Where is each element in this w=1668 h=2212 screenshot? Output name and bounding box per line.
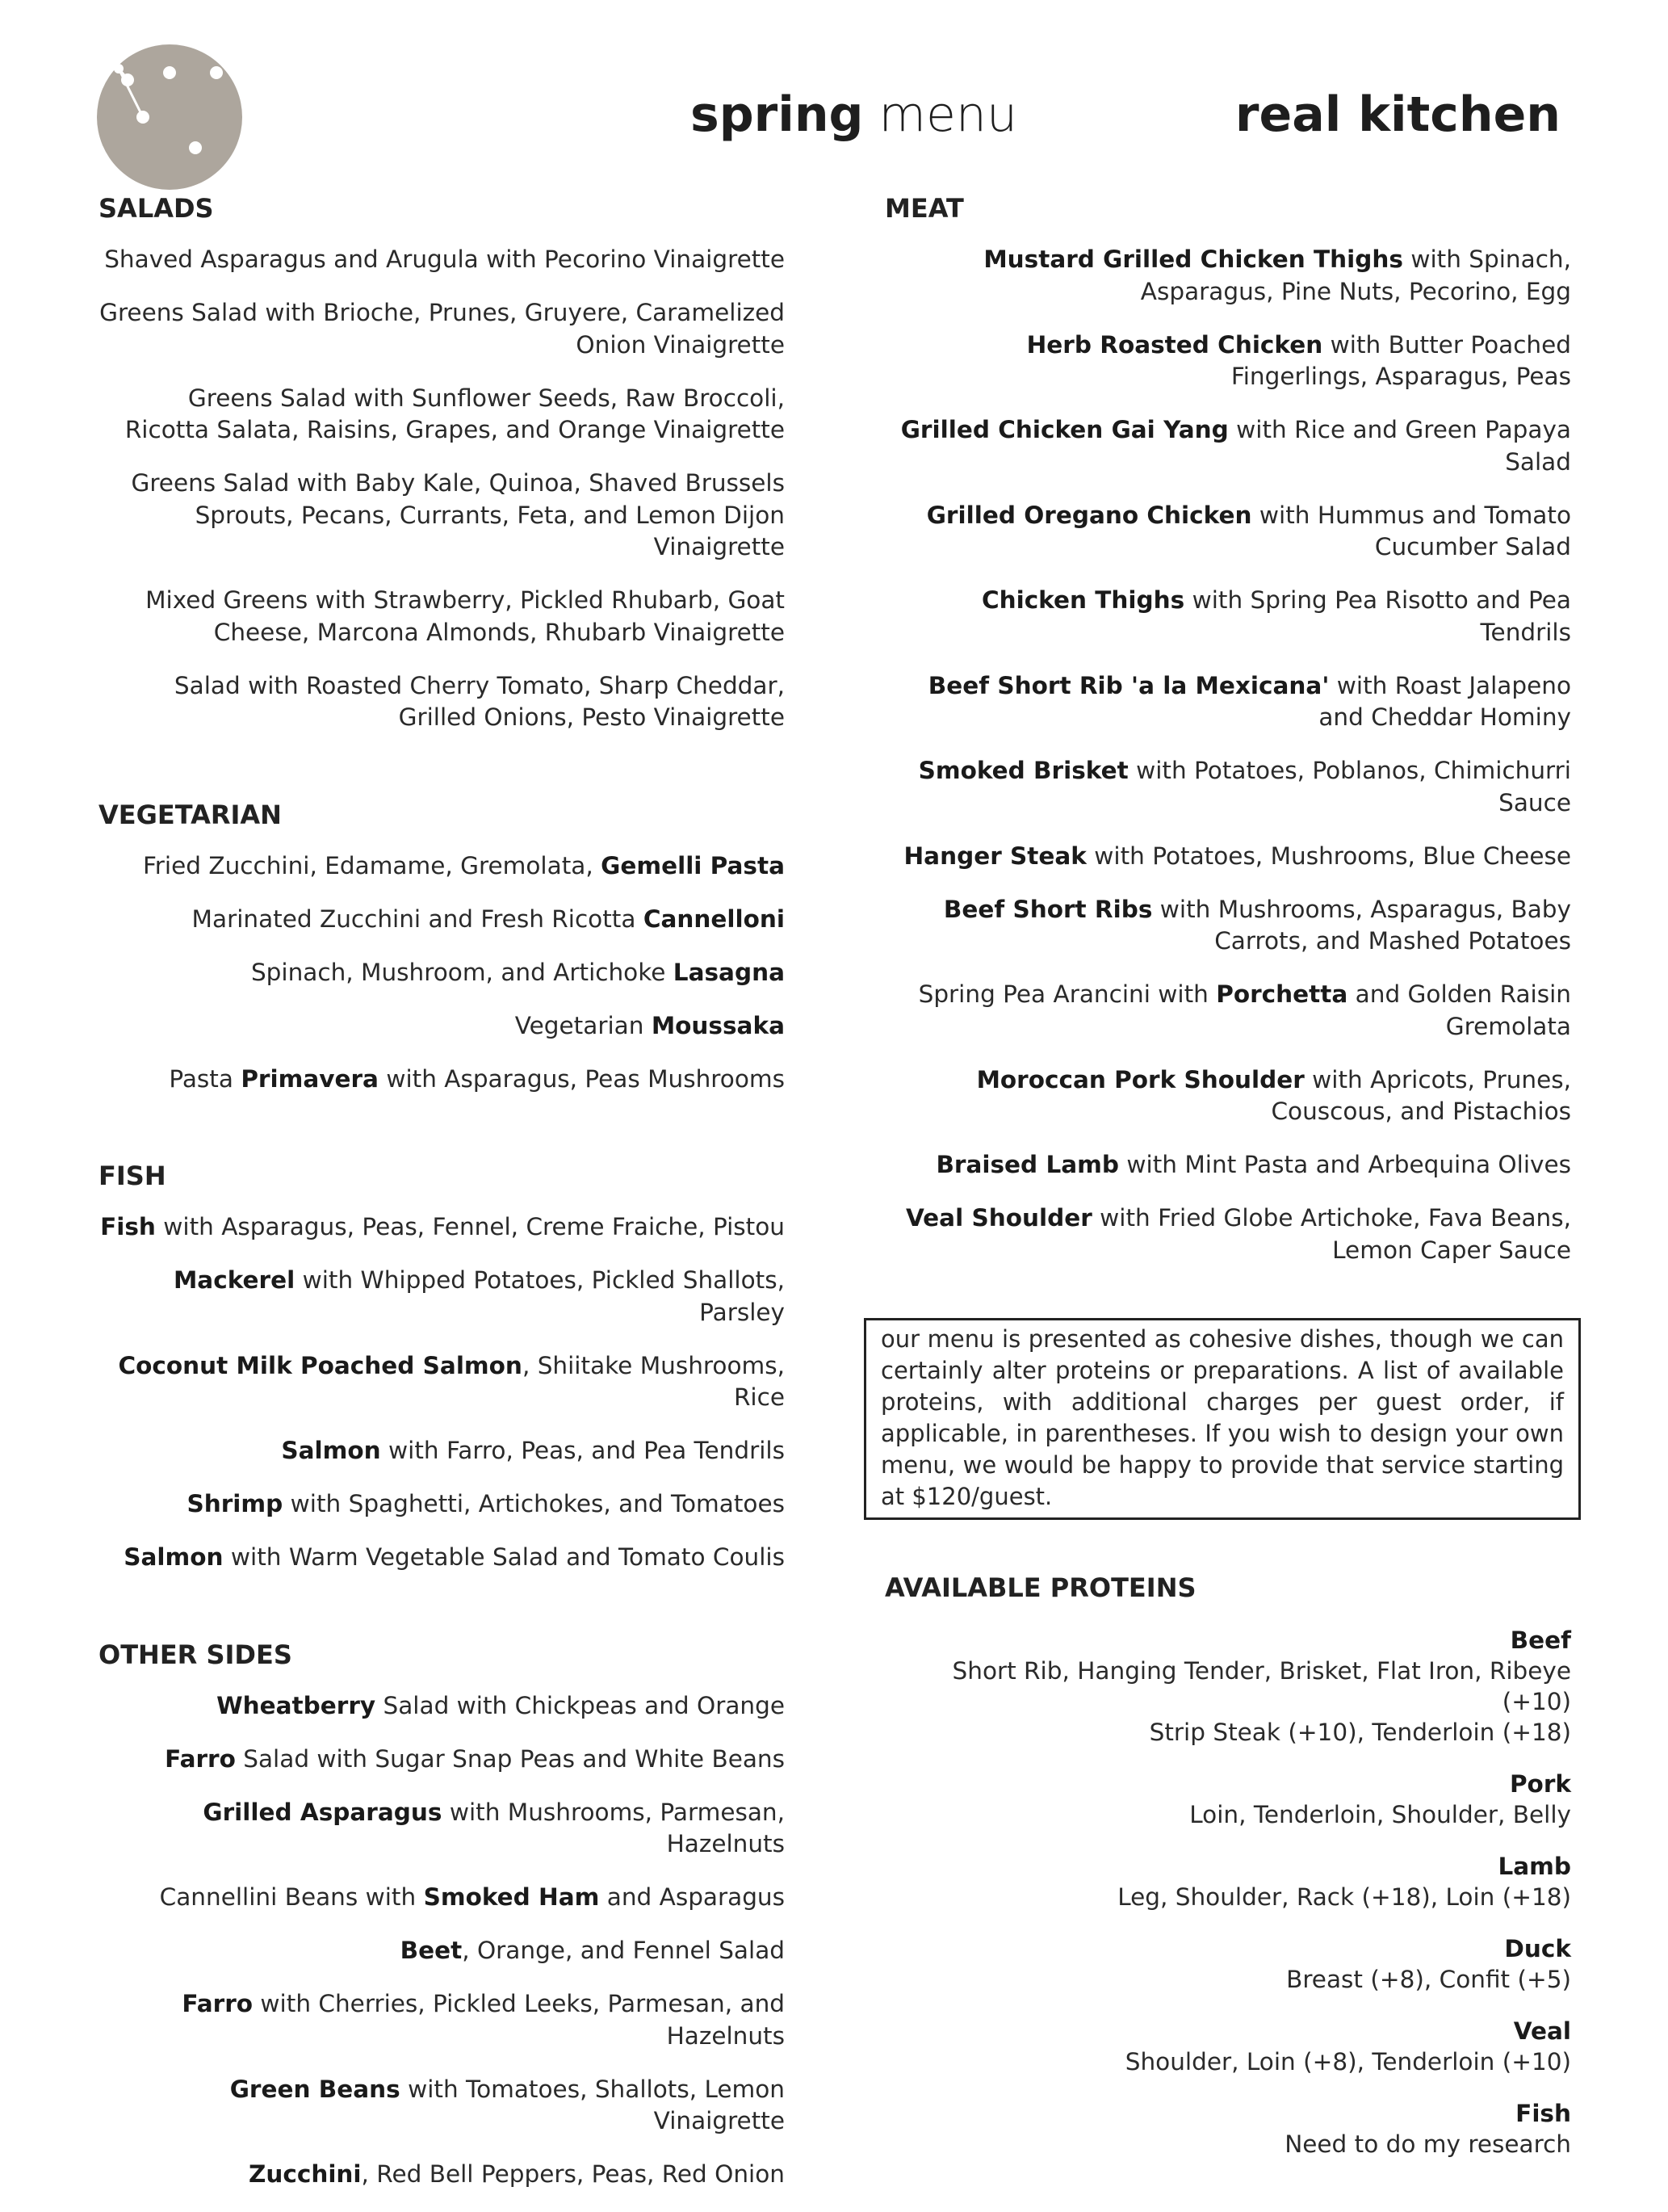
item-dish: Grilled Asparagus	[203, 1798, 442, 1826]
item-text: with Farro, Peas, and Pea Tendrils	[380, 1437, 785, 1464]
title-rest: menu	[863, 86, 1017, 143]
item-dish: Gemelli Pasta	[601, 851, 785, 879]
menu-item	[98, 904, 785, 936]
protein-group	[885, 1625, 1571, 1748]
item-text: Cannellini Beans with	[159, 1883, 424, 1911]
item-dish: Mustard Grilled Chicken Thighs	[983, 246, 1403, 273]
menu-item: Greens Salad with Baby Kale, Quinoa, Shaved Brussels Sprouts, Pecans, Currants, Feta, and Lemon Dijon Vinaigrette	[131, 469, 785, 560]
item-text: with Apricots, Prunes, Couscous, and Pistachios	[1271, 1065, 1571, 1125]
item-text: with Mushrooms, Asparagus, Baby Carrots, and Mashed Potatoes	[1152, 895, 1571, 955]
item-dish: Primavera	[241, 1064, 379, 1093]
kitchen-name: real kitchen	[1234, 86, 1561, 143]
item-text: with Cherries, Pickled Leeks, Parmesan, and Hazelnuts	[253, 1990, 785, 2050]
protein-cuts: Leg, Shoulder, Rack (+18), Loin (+18)	[1117, 1883, 1571, 1911]
item-dish: Cannelloni	[643, 905, 785, 933]
item-dish: Braised Lamb	[936, 1151, 1120, 1178]
item-text: with Butter Poached Fingerlings, Asparagus, Peas	[1230, 330, 1571, 390]
menu-item	[885, 1064, 1571, 1128]
item-text: with Mint Pasta and Arbequina Olives	[1119, 1151, 1571, 1178]
item-dish: Salmon	[281, 1437, 381, 1464]
page-title	[690, 86, 1017, 143]
section-title-other-sides: OTHER SIDES	[98, 1639, 292, 1670]
item-dish: Green Beans	[229, 2075, 400, 2103]
menu-item	[885, 500, 1571, 564]
protein-group	[885, 1769, 1571, 1830]
menu-item	[885, 414, 1571, 478]
item-text: Vegetarian	[514, 1011, 652, 1039]
item-text: Salad with Sugar Snap Peas and White Beans	[235, 1744, 785, 1773]
logo-star	[114, 64, 124, 73]
item-text: with Spring Pea Risotto and Pea Tendrils	[1184, 586, 1571, 646]
item-text: with Spinach, Asparagus, Pine Nuts, Pecorino, Egg	[1140, 246, 1571, 305]
menu-item	[885, 585, 1571, 648]
protein-group	[885, 2016, 1571, 2077]
section-title-meat: MEAT	[885, 193, 964, 224]
item-dish: Smoked Ham	[423, 1883, 600, 1911]
item-text: , Shiitake Mushrooms, Rice	[522, 1351, 785, 1411]
item-text: and Golden Raisin Gremolata	[1347, 980, 1571, 1040]
logo-star	[210, 66, 223, 79]
item-text: , Red Bell Peppers, Peas, Red Onion	[361, 2160, 785, 2188]
other-sides-list	[98, 1690, 785, 2191]
item-dish: Farro	[182, 1990, 254, 2017]
item-dish: Coconut Milk Poached Salmon	[118, 1351, 522, 1379]
item-text: with Fried Globe Artichoke, Fava Beans, Lemon Caper Sauce	[1092, 1204, 1571, 1264]
protein-cuts: Short Rib, Hanging Tender, Brisket, Flat Iron, Ribeye (+10)	[952, 1657, 1571, 1715]
item-text: with Tomatoes, Shallots, Lemon Vinaigrette	[400, 2075, 785, 2134]
item-text: with Asparagus, Peas, Fennel, Creme Fraiche, Pistou	[155, 1213, 785, 1240]
item-dish: Lasagna	[673, 958, 785, 986]
logo-star	[121, 73, 134, 86]
section-title-proteins: AVAILABLE PROTEINS	[885, 1572, 1197, 1603]
protein-name: Veal	[1513, 2017, 1571, 2045]
meat-section	[885, 192, 1571, 1266]
item-text: Spring Pea Arancini with	[918, 980, 1217, 1008]
item-dish: Veal Shoulder	[905, 1204, 1092, 1232]
item-text: Spinach, Mushroom, and Artichoke	[250, 958, 673, 986]
fish-section	[98, 1160, 785, 1574]
menu-item	[98, 2074, 785, 2138]
left-column	[98, 192, 785, 2212]
protein-name: Pork	[1509, 1770, 1571, 1798]
menu-item	[98, 1435, 785, 1467]
menu-item: Salad with Roasted Cherry Tomato, Sharp Cheddar, Grilled Onions, Pesto Vinaigrette	[174, 671, 785, 731]
item-dish: Zucchini	[248, 2160, 362, 2188]
item-text: with Rice and Green Papaya Salad	[1228, 416, 1571, 476]
menu-item	[98, 1010, 785, 1043]
item-dish: Beet	[400, 1937, 463, 1964]
item-dish: Beef Short Rib 'a la Mexicana'	[928, 671, 1330, 699]
menu-item	[98, 2159, 785, 2191]
menu-item	[885, 979, 1571, 1043]
menu-item	[885, 244, 1571, 308]
menu-item	[98, 1265, 785, 1328]
protein-cuts: Strip Steak (+10), Tenderloin (+18)	[1149, 1719, 1571, 1746]
menu-item	[885, 1203, 1571, 1266]
item-dish: Wheatberry	[216, 1691, 376, 1719]
fish-list	[98, 1211, 785, 1574]
protein-group	[885, 1851, 1571, 1912]
item-dish: Mackerel	[173, 1266, 295, 1294]
constellation-logo	[95, 43, 244, 191]
menu-item	[885, 755, 1571, 819]
menu-item	[98, 850, 785, 883]
item-text: with Asparagus, Peas Mushrooms	[378, 1064, 785, 1093]
proteins-list	[885, 1625, 1571, 2160]
protein-group	[885, 1933, 1571, 1995]
vegetarian-section	[98, 799, 785, 1096]
protein-cuts: Breast (+8), Confit (+5)	[1286, 1966, 1571, 1993]
item-text: with Potatoes, Mushrooms, Blue Cheese	[1086, 842, 1571, 870]
item-text: with Potatoes, Poblanos, Chimichurri Sauce	[1128, 757, 1571, 816]
salads-list	[98, 244, 785, 734]
menu-item: Greens Salad with Brioche, Prunes, Gruyere, Caramelized Onion Vinaigrette	[99, 299, 785, 359]
menu-item	[98, 1211, 785, 1244]
menu-item	[885, 670, 1571, 734]
title-bold: spring	[690, 86, 864, 143]
item-dish: Moroccan Pork Shoulder	[976, 1065, 1305, 1093]
item-text: Marinated Zucchini and Fresh Ricotta	[191, 905, 643, 933]
item-text: with Roast Jalapeno and Cheddar Hominy	[1318, 671, 1571, 731]
menu-item: Greens Salad with Sunflower Seeds, Raw Broccoli, Ricotta Salata, Raisins, Grapes, and Orange Vinaigrette	[124, 384, 785, 443]
item-text: Fried Zucchini, Edamame, Gremolata,	[142, 851, 601, 879]
menu-item	[98, 1690, 785, 1723]
item-text: , Orange, and Fennel Salad	[462, 1937, 785, 1964]
menu-item	[98, 1542, 785, 1574]
item-dish: Grilled Oregano Chicken	[926, 501, 1252, 529]
menu-item	[885, 329, 1571, 393]
item-dish: Farro	[165, 1744, 236, 1773]
item-dish: Hanger Steak	[903, 842, 1087, 870]
item-dish: Salmon	[124, 1543, 224, 1571]
item-dish: Smoked Brisket	[918, 757, 1129, 784]
logo-star	[136, 111, 149, 124]
menu-item	[98, 1350, 785, 1414]
item-text: with Hummus and Tomato Cucumber Salad	[1251, 501, 1571, 560]
item-text: Salad with Chickpeas and Orange	[375, 1691, 785, 1719]
item-text: with Mushrooms, Parmesan, Hazelnuts	[442, 1798, 785, 1857]
menu-item	[885, 1149, 1571, 1182]
menu-item: Shaved Asparagus and Arugula with Pecorino Vinaigrette	[104, 246, 785, 273]
proteins-section	[885, 1572, 1571, 2160]
menu-item: Mixed Greens with Strawberry, Pickled Rhubarb, Goat Cheese, Marcona Almonds, Rhubarb Vinaigrette	[145, 586, 785, 646]
item-text: Pasta	[169, 1064, 241, 1093]
protein-name: Lamb	[1498, 1853, 1571, 1880]
protein-cuts: Need to do my research	[1285, 2130, 1571, 2158]
section-title-salads: SALADS	[98, 193, 214, 224]
item-dish: Herb Roasted Chicken	[1026, 330, 1323, 359]
menu-item	[98, 1488, 785, 1521]
item-text: with Warm Vegetable Salad and Tomato Coulis	[223, 1543, 785, 1571]
item-dish: Chicken Thighs	[981, 586, 1185, 614]
logo-star	[189, 141, 202, 154]
menu-item	[98, 1935, 785, 1967]
menu-item	[98, 1064, 785, 1096]
menu-item	[98, 1797, 785, 1861]
menu-item	[98, 1988, 785, 2052]
protein-cuts: Shoulder, Loin (+8), Tenderloin (+10)	[1125, 2048, 1571, 2076]
logo-star	[163, 66, 176, 79]
salads-section	[98, 192, 785, 734]
protein-name: Beef	[1510, 1626, 1571, 1654]
protein-cuts: Loin, Tenderloin, Shoulder, Belly	[1189, 1801, 1571, 1828]
menu-item	[885, 894, 1571, 958]
item-dish: Grilled Chicken Gai Yang	[900, 416, 1229, 443]
menu-item	[885, 841, 1571, 873]
vegetarian-list	[98, 850, 785, 1096]
meat-list	[885, 244, 1571, 1266]
protein-name: Duck	[1504, 1935, 1571, 1962]
other-sides-section	[98, 1639, 785, 2191]
item-text: with Whipped Potatoes, Pickled Shallots, Parsley	[295, 1266, 785, 1326]
item-dish: Moussaka	[651, 1011, 785, 1039]
menu-item	[98, 1744, 785, 1776]
item-dish: Shrimp	[186, 1490, 283, 1517]
right-column	[881, 192, 1571, 2181]
section-title-vegetarian: VEGETARIAN	[98, 799, 282, 830]
menu-note-box: our menu is presented as cohesive dishes, though we can certainly alter proteins or preparations. A list of available proteins, with additional charges per guest order, if applicable, in parentheses. If you wish to design your own menu, we would be happy to provide that service starting at $120/guest.	[864, 1318, 1581, 1520]
item-dish: Fish	[100, 1213, 156, 1240]
section-title-fish: FISH	[98, 1161, 166, 1191]
protein-group	[885, 2098, 1571, 2160]
item-dish: Beef Short Ribs	[943, 895, 1153, 923]
item-text: and Asparagus	[599, 1883, 785, 1911]
menu-item	[98, 957, 785, 989]
protein-name: Fish	[1515, 2100, 1571, 2127]
menu-item	[98, 1882, 785, 1914]
item-dish: Porchetta	[1216, 980, 1348, 1008]
item-text: with Spaghetti, Artichokes, and Tomatoes	[283, 1490, 785, 1517]
